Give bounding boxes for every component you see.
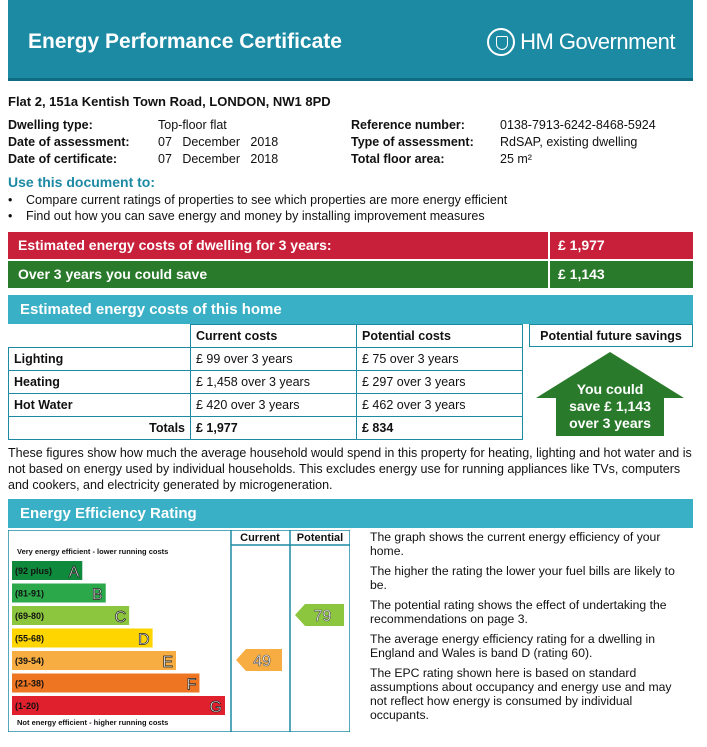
- rating-note: The EPC rating shown here is based on standard assumptions about occupancy and energy use and may not reflect how energy is consumed by individual occupants.: [370, 666, 672, 722]
- current-cost-cell: £ 420 over 3 years: [191, 394, 357, 417]
- type-of-assessment-label: Type of assessment:: [351, 135, 474, 149]
- row-label: Lighting: [9, 348, 191, 371]
- row-label: Hot Water: [9, 394, 191, 417]
- potential-savings-header: Potential future savings: [529, 324, 693, 347]
- band-letter: B: [92, 586, 103, 604]
- efficiency-rating-chart: [8, 530, 350, 732]
- page-title: Energy Performance Certificate: [28, 30, 342, 53]
- current-costs-header: Current costs: [191, 325, 357, 348]
- band-range-label: (21-38): [15, 678, 45, 689]
- band-range-label: (81-91): [15, 588, 45, 599]
- date-of-certificate-value: 07 December 2018: [158, 152, 279, 166]
- table-row: [9, 371, 523, 394]
- date-of-assessment-value: 07 December 2018: [158, 135, 279, 149]
- table-row: [9, 325, 523, 348]
- brand-text: HM Government: [520, 29, 675, 54]
- savings-bar: [8, 261, 693, 288]
- band-letter: C: [114, 609, 127, 626]
- band-letter: A: [68, 564, 80, 581]
- current-rating-value: 49: [253, 653, 271, 670]
- potential-cost-cell: £ 297 over 3 years: [357, 371, 523, 394]
- band-range-label: (55-68): [15, 633, 45, 644]
- current-cost-cell: £ 99 over 3 years: [191, 348, 357, 371]
- dwelling-type-label: Dwelling type:: [8, 118, 93, 132]
- date-of-certificate-label: Date of certificate:: [8, 152, 118, 166]
- list-item: • Compare current ratings of properties to see which properties are more energy efficient: [8, 193, 507, 209]
- reference-number-value: 0138-7913-6242-8468-5924: [500, 118, 656, 132]
- table-row: [9, 394, 523, 417]
- potential-cost-cell: £ 462 over 3 years: [357, 394, 523, 417]
- estimated-costs-value: £ 1,977: [548, 232, 605, 259]
- row-label: Heating: [9, 371, 191, 394]
- table-row: [9, 417, 523, 440]
- potential-rating-value: 79: [313, 608, 332, 625]
- chart-top-note: Very energy efficient - lower running costs: [17, 547, 169, 556]
- totals-potential: £ 834: [357, 417, 523, 440]
- explanation-text: These figures show how much the average household would spend in this property for heating, lighting and hot water and is not based on energy used by individual households. This excludes energy use for running appliances like TVs, computers and cookers, and electricity generated by microgeneration.: [8, 446, 692, 492]
- chart-bottom-note: Not energy efficient - higher running costs: [17, 718, 169, 727]
- rating-note: The higher the rating the lower your fuel bills are likely to be.: [370, 564, 675, 592]
- band-range-label: (92 plus): [15, 566, 53, 576]
- total-floor-area-label: Total floor area:: [351, 152, 445, 166]
- date-of-assessment-label: Date of assessment:: [8, 135, 130, 149]
- totals-label: Totals: [9, 417, 191, 440]
- header-banner: [8, 0, 693, 81]
- property-address: Flat 2, 151a Kentish Town Road, LONDON, NW1 8PD: [8, 94, 331, 109]
- savings-arrow-text: You could save £ 1,143 over 3 years: [569, 381, 651, 431]
- use-document-heading: Use this document to:: [8, 174, 156, 190]
- rating-note: The potential rating shows the effect of undertaking the recommendations on page 3.: [370, 598, 667, 626]
- rating-note: The graph shows the current energy efficiency of your home.: [370, 530, 661, 558]
- royal-crest-icon: [487, 28, 515, 56]
- dwelling-type-value: Top-floor flat: [158, 118, 227, 132]
- type-of-assessment-value: RdSAP, existing dwelling: [500, 135, 638, 149]
- estimated-costs-label: Estimated energy costs of dwelling for 3 years:: [18, 237, 332, 253]
- current-cost-cell: £ 1,458 over 3 years: [191, 371, 357, 394]
- savings-label: Over 3 years you could save: [18, 266, 208, 282]
- band-letter: G: [209, 699, 222, 716]
- estimated-costs-bar: [8, 232, 693, 259]
- use-document-list: [8, 193, 507, 225]
- hm-government-logo: [487, 28, 675, 56]
- rating-note: The average energy efficiency rating for a dwelling in England and Wales is band D (rating 60).: [370, 632, 655, 660]
- band-range-label: (39-54): [15, 656, 45, 666]
- totals-current: £ 1,977: [191, 417, 357, 440]
- costs-table: [8, 324, 523, 440]
- list-item: • Find out how you can save energy and money by installing improvement measures: [8, 209, 507, 225]
- table-row: [9, 348, 523, 371]
- potential-column-header: Potential: [296, 532, 344, 544]
- band-letter: F: [186, 676, 197, 694]
- potential-costs-header: Potential costs: [357, 325, 523, 348]
- costs-section-header: Estimated energy costs of this home: [8, 295, 693, 324]
- efficiency-section-header: Energy Efficiency Rating: [8, 499, 693, 528]
- current-column-header: Current: [240, 532, 280, 544]
- band-range-label: (69-80): [15, 611, 45, 621]
- rating-band-g: [12, 696, 225, 715]
- band-letter: D: [138, 631, 150, 649]
- potential-cost-cell: £ 75 over 3 years: [357, 348, 523, 371]
- band-range-label: (1-20): [15, 701, 40, 711]
- total-floor-area-value: 25 m²: [500, 152, 532, 166]
- band-letter: E: [162, 654, 174, 671]
- savings-value: £ 1,143: [548, 261, 605, 288]
- reference-number-label: Reference number:: [351, 118, 465, 132]
